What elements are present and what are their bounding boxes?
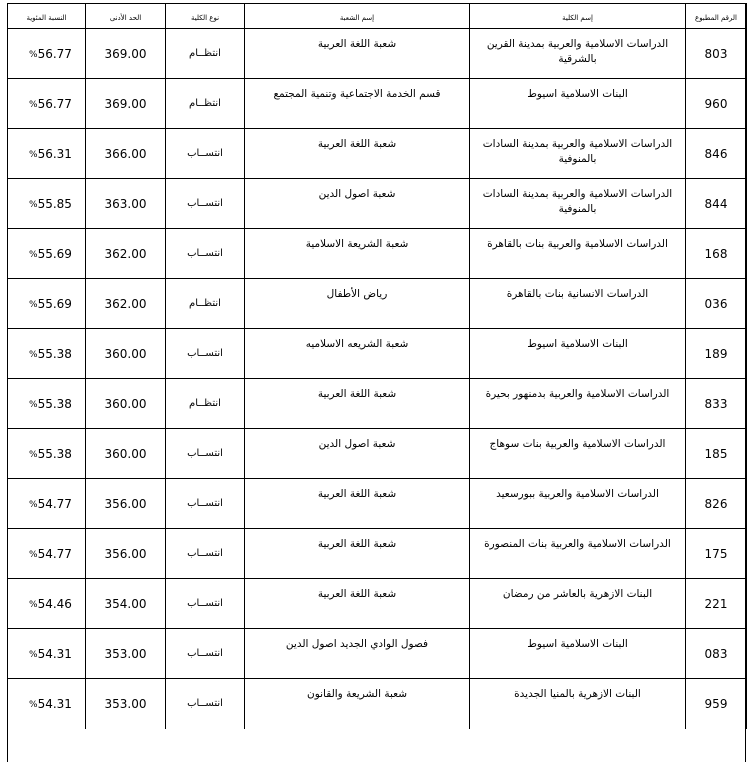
header-college: إسم الكلية [470, 4, 686, 29]
cell-branch: شعبة الشريعة والقانون [245, 679, 470, 729]
cell-branch: شعبة اللغة العربية [245, 379, 470, 429]
cell-min: 363.00 [86, 179, 166, 229]
cell-min: 362.00 [86, 279, 166, 329]
results-table [7, 3, 747, 729]
percent-sign: % [29, 249, 38, 260]
percent-value: 55.69 [37, 296, 72, 311]
cell-college: البنات الاسلامية اسيوط [470, 329, 686, 379]
table-row [8, 329, 747, 379]
cell-branch: شعبة اللغة العربية [245, 479, 470, 529]
cell-type: انتســاب [166, 529, 245, 579]
cell-pct [8, 379, 86, 429]
cell-type: انتظــام [166, 79, 245, 129]
cell-college: الدراسات الاسلامية والعربية ببورسعيد [470, 479, 686, 529]
cell-branch: شعبة الشريعة الاسلامية [245, 229, 470, 279]
cell-code: 036 [686, 279, 747, 329]
table-row [8, 479, 747, 529]
cell-branch: قسم الخدمة الاجتماعية وتنمية المجتمع [245, 79, 470, 129]
cell-branch: شعبة الشريعه الاسلاميه [245, 329, 470, 379]
cell-college: البنات الاسلامية اسيوط [470, 629, 686, 679]
table-row [8, 429, 747, 479]
cell-min: 360.00 [86, 429, 166, 479]
table-row [8, 229, 747, 279]
table-row [8, 79, 747, 129]
cell-type: انتســاب [166, 329, 245, 379]
cell-college: الدراسات الاسلامية والعربية بمدينة السادات بالمنوفية [470, 179, 686, 229]
table-header [8, 4, 747, 29]
percent-value: 56.77 [37, 46, 72, 61]
cell-branch: رياض الأطفال [245, 279, 470, 329]
percent-sign: % [29, 649, 38, 660]
cell-branch: شعبة اللغة العربية [245, 529, 470, 579]
percent-sign: % [29, 149, 38, 160]
cell-pct [8, 679, 86, 729]
percent-sign: % [29, 449, 38, 460]
cell-min: 356.00 [86, 479, 166, 529]
cell-branch: شعبة اللغة العربية [245, 579, 470, 629]
cell-college: الدراسات الاسلامية والعربية بنات المنصورة [470, 529, 686, 579]
percent-value: 55.38 [37, 346, 72, 361]
cell-min: 369.00 [86, 79, 166, 129]
percent-sign: % [29, 349, 38, 360]
table-row [8, 629, 747, 679]
cell-pct [8, 529, 86, 579]
percent-value: 54.31 [37, 696, 72, 711]
header-code: الرقم المطبوع [686, 4, 747, 29]
cell-type: انتظــام [166, 379, 245, 429]
cell-pct [8, 29, 86, 79]
cell-code: 083 [686, 629, 747, 679]
cell-college: الدراسات الاسلامية والعربية بمدينة القرين بالشرقية [470, 29, 686, 79]
cell-min: 360.00 [86, 379, 166, 429]
cell-type: انتســاب [166, 479, 245, 529]
cell-branch: شعبة اصول الدين [245, 429, 470, 479]
header-min: الحد الأدنى [86, 4, 166, 29]
cell-pct [8, 479, 86, 529]
cell-pct [8, 179, 86, 229]
cell-pct [8, 79, 86, 129]
table-row [8, 129, 747, 179]
percent-value: 54.31 [37, 646, 72, 661]
table-body [8, 29, 747, 729]
cell-min: 369.00 [86, 29, 166, 79]
table-row [8, 679, 747, 729]
cell-type: انتظــام [166, 279, 245, 329]
percent-sign: % [29, 199, 38, 210]
cell-type: انتســاب [166, 579, 245, 629]
cell-type: انتســاب [166, 229, 245, 279]
percent-sign: % [29, 699, 38, 710]
cell-min: 356.00 [86, 529, 166, 579]
cell-type: انتســاب [166, 179, 245, 229]
cell-type: انتظــام [166, 29, 245, 79]
cell-college: الدراسات الاسلامية والعربية بدمنهور بحيرة [470, 379, 686, 429]
cell-branch: شعبة اللغة العربية [245, 129, 470, 179]
percent-value: 54.46 [37, 596, 72, 611]
cell-min: 353.00 [86, 679, 166, 729]
cell-min: 360.00 [86, 329, 166, 379]
cell-college: الدراسات الاسلامية والعربية بنات بالقاهرة [470, 229, 686, 279]
cell-college: الدراسات الاسلامية والعربية بنات سوهاج [470, 429, 686, 479]
header-pct: النسبة المئوية [8, 4, 86, 29]
table-row [8, 29, 747, 79]
cell-type: انتســاب [166, 679, 245, 729]
table-row [8, 179, 747, 229]
cell-branch: شعبة اصول الدين [245, 179, 470, 229]
percent-sign: % [29, 599, 38, 610]
header-type: نوع الكلية [166, 4, 245, 29]
cell-college: الدراسات الانسانية بنات بالقاهرة [470, 279, 686, 329]
cell-type: انتســاب [166, 129, 245, 179]
cell-min: 366.00 [86, 129, 166, 179]
percent-value: 55.69 [37, 246, 72, 261]
percent-value: 55.38 [37, 396, 72, 411]
percent-sign: % [29, 99, 38, 110]
cell-branch: شعبة اللغة العربية [245, 29, 470, 79]
cell-college: البنات الازهرية بالعاشر من رمضان [470, 579, 686, 629]
cell-code: 803 [686, 29, 747, 79]
cell-code: 833 [686, 379, 747, 429]
cell-college: البنات الازهرية بالمنيا الجديدة [470, 679, 686, 729]
percent-sign: % [29, 549, 38, 560]
cell-code: 844 [686, 179, 747, 229]
cell-min: 362.00 [86, 229, 166, 279]
cell-pct [8, 429, 86, 479]
percent-sign: % [29, 399, 38, 410]
cell-pct [8, 129, 86, 179]
cell-code: 185 [686, 429, 747, 479]
percent-value: 54.77 [37, 546, 72, 561]
table-row [8, 579, 747, 629]
cell-type: انتســاب [166, 429, 245, 479]
cell-code: 960 [686, 79, 747, 129]
cell-code: 959 [686, 679, 747, 729]
cell-pct [8, 229, 86, 279]
percent-value: 55.85 [37, 196, 72, 211]
percent-value: 54.77 [37, 496, 72, 511]
cell-code: 221 [686, 579, 747, 629]
percent-sign: % [29, 49, 38, 60]
cell-code: 846 [686, 129, 747, 179]
header-branch: إسم الشعبة [245, 4, 470, 29]
percent-value: 55.38 [37, 446, 72, 461]
table-row [8, 529, 747, 579]
cell-college: البنات الاسلامية اسيوط [470, 79, 686, 129]
percent-sign: % [29, 299, 38, 310]
table-row [8, 379, 747, 429]
cell-min: 353.00 [86, 629, 166, 679]
percent-value: 56.77 [37, 96, 72, 111]
cell-min: 354.00 [86, 579, 166, 629]
cell-code: 826 [686, 479, 747, 529]
cell-code: 175 [686, 529, 747, 579]
cell-pct [8, 629, 86, 679]
cell-college: الدراسات الاسلامية والعربية بمدينة السادات بالمنوفية [470, 129, 686, 179]
cell-pct [8, 579, 86, 629]
cell-pct [8, 329, 86, 379]
table-row [8, 279, 747, 329]
cell-code: 168 [686, 229, 747, 279]
cell-type: انتســاب [166, 629, 245, 679]
cell-code: 189 [686, 329, 747, 379]
percent-value: 56.31 [37, 146, 72, 161]
cell-branch: فصول الوادي الجديد اصول الدين [245, 629, 470, 679]
percent-sign: % [29, 499, 38, 510]
cell-pct [8, 279, 86, 329]
